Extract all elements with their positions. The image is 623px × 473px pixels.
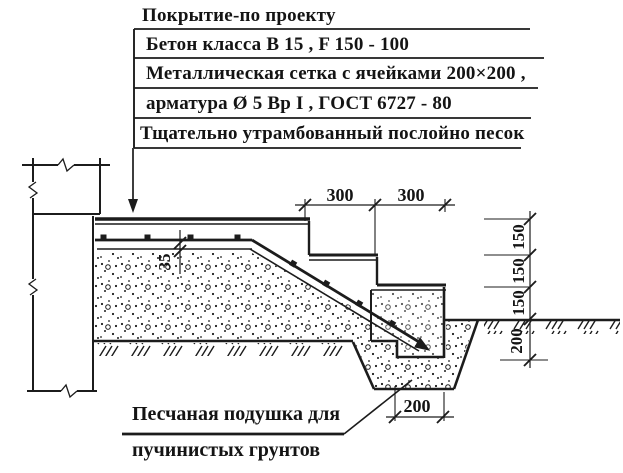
callout-line-rebar: арматура Ø 5 Вр I , ГОСТ 6727 - 80 — [146, 93, 452, 114]
callout-line-concrete: Бетон класса В 15 , F 150 - 100 — [146, 34, 410, 55]
callout-arrowhead — [128, 199, 138, 213]
footnote-line-2: пучинистых грунтов — [132, 439, 321, 461]
dimension-treads — [295, 199, 455, 256]
dim-tread-2: 300 — [397, 184, 425, 205]
dim-riser-1: 150 — [509, 224, 528, 250]
callout-line-sand-base: Тщательно утрамбованный послойно песок — [140, 123, 525, 144]
dim-riser-3: 150 — [509, 290, 528, 316]
callout-line-covering: Покрытие-по проекту — [142, 5, 336, 26]
dim-riser-2: 150 — [509, 258, 528, 284]
dim-rib-width: 200 — [403, 395, 431, 416]
footnote-line-1: Песчаная подушка для — [132, 403, 341, 425]
dim-mesh-offset: 35 — [155, 253, 174, 271]
callout-line-mesh: Металлическая сетка с ячейками 200×200 , — [146, 63, 526, 84]
dim-tread-1: 300 — [326, 184, 354, 205]
dim-trench-depth: 200 — [507, 328, 526, 354]
